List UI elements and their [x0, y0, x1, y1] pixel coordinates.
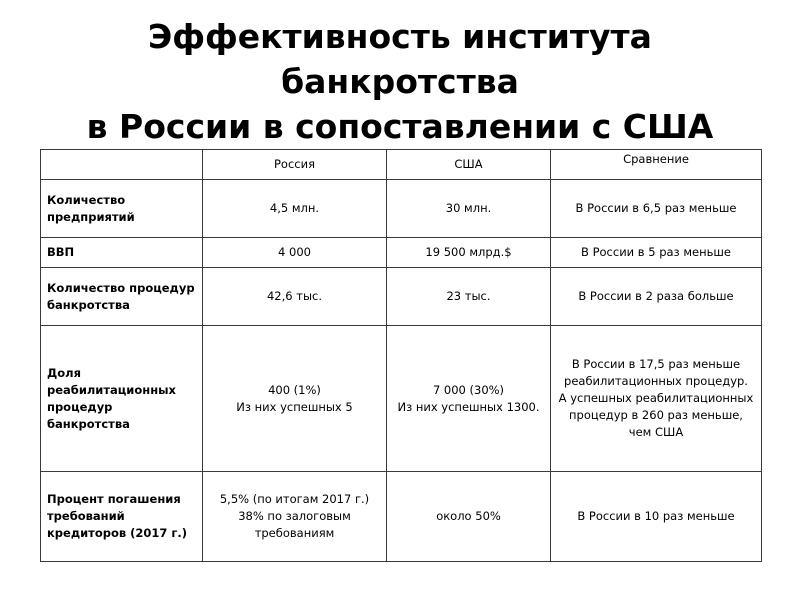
row-label: Процент погашения требований кредиторов (2017 г.)	[41, 472, 203, 562]
usa-value	[387, 472, 551, 562]
usa-value-line: Из них успешных 1300.	[397, 399, 540, 414]
comparison-value-line: В России в 10 раз меньше	[577, 509, 735, 523]
usa-value	[387, 238, 551, 268]
comparison-value-line: В России в 17,5 раз меньше реабилитационных процедур.	[564, 357, 748, 388]
comparison-value-line: В России в 5 раз меньше	[581, 245, 731, 259]
usa-value-line: около 50%	[436, 509, 501, 523]
russia-value	[203, 180, 387, 238]
header-empty-cell	[41, 150, 203, 180]
table-row-repayment	[41, 472, 762, 562]
usa-value-line: 19 500 млрд.$	[425, 245, 512, 259]
comparison-value-line: А успешных реабилитационных процедур в 260 раз меньше, чем США	[558, 391, 754, 439]
comparison-value	[551, 472, 762, 562]
russia-value-line: 4 000	[278, 245, 311, 259]
comparison-value	[551, 238, 762, 268]
russia-value	[203, 268, 387, 326]
comparison-value	[551, 180, 762, 238]
usa-value-line: 30 млн.	[445, 201, 492, 215]
russia-value-line: 4,5 млн.	[269, 201, 320, 215]
table-row-procedures	[41, 268, 762, 326]
page-title	[0, 14, 800, 149]
usa-value	[387, 180, 551, 238]
header-comparison: Сравнение	[551, 150, 762, 180]
russia-value	[203, 326, 387, 472]
usa-value-line: 23 тыс.	[446, 289, 491, 303]
comparison-table	[40, 149, 762, 562]
row-label: Доля реабилитационных процедур банкротства	[41, 326, 203, 472]
russia-value-line: 5,5% (по итогам 2017 г.)	[219, 492, 370, 506]
comparison-value	[551, 326, 762, 472]
header-usa: США	[387, 150, 551, 180]
row-label: ВВП	[41, 238, 203, 268]
russia-value-line: 400 (1%)	[268, 382, 321, 397]
title-line-2: банкротства	[281, 62, 519, 101]
table-row-enterprises	[41, 180, 762, 238]
table-row-rehabilitation	[41, 326, 762, 472]
usa-value	[387, 268, 551, 326]
russia-value	[203, 238, 387, 268]
header-russia: Россия	[203, 150, 387, 180]
russia-value	[203, 472, 387, 562]
table-header-row	[41, 150, 762, 180]
title-line-3: в России в сопоставлении с США	[86, 107, 714, 146]
table-row-gdp	[41, 238, 762, 268]
title-line-1: Эффективность института	[148, 17, 652, 56]
russia-value-line: Из них успешных 5	[236, 399, 353, 414]
usa-value	[387, 326, 551, 472]
comparison-value-line: В России в 2 раза больше	[578, 289, 734, 303]
russia-value-line: 38% по залоговым требованиям	[238, 509, 351, 540]
row-label: Количество процедур банкротства	[41, 268, 203, 326]
comparison-value-line: В России в 6,5 раз меньше	[575, 201, 737, 215]
usa-value-line: 7 000 (30%)	[432, 382, 505, 397]
comparison-value	[551, 268, 762, 326]
row-label: Количество предприятий	[41, 180, 203, 238]
russia-value-line: 42,6 тыс.	[266, 289, 323, 303]
